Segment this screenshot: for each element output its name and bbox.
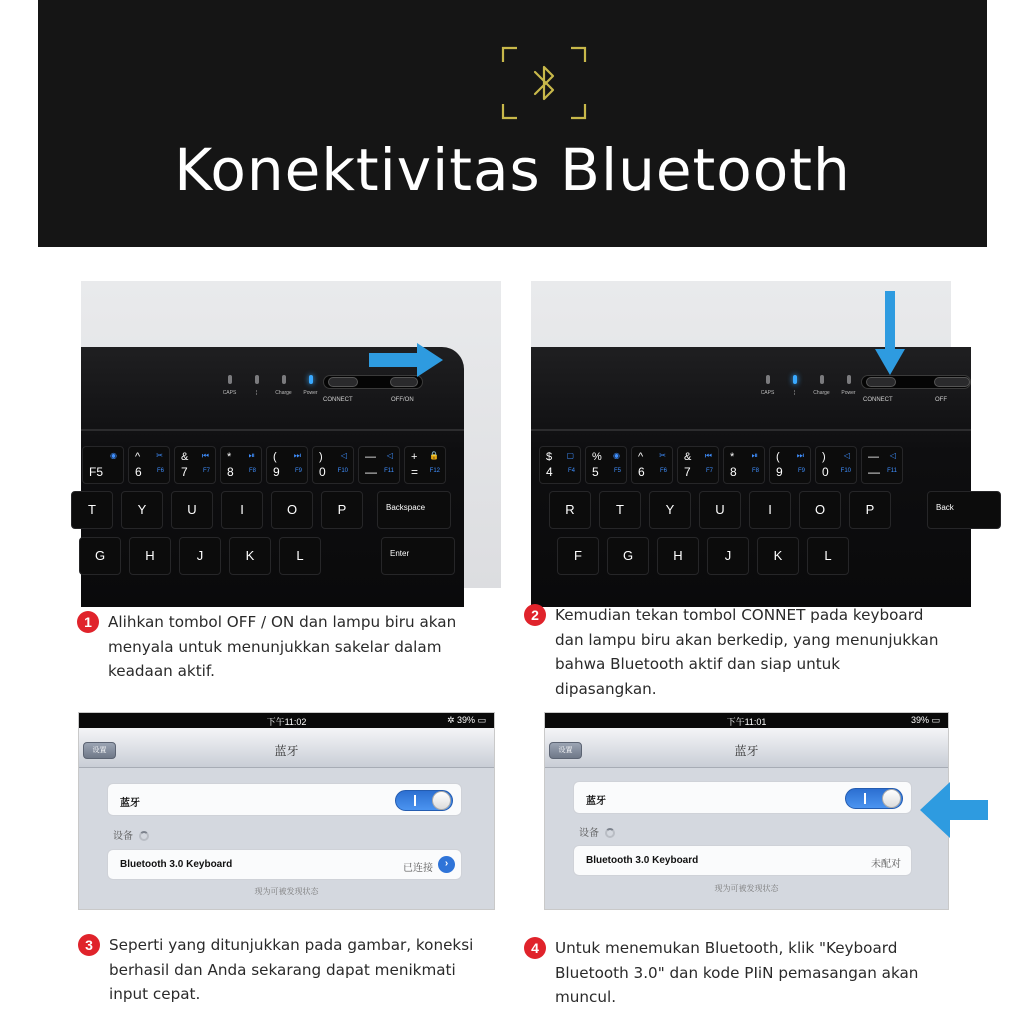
key-fn-1[interactable]: ^ 6 ✂ F6 [128, 446, 170, 484]
step-4 [524, 936, 964, 1010]
key-fn-6[interactable]: ) 0 ◁ F10 [815, 446, 857, 484]
led-power: Power [301, 375, 320, 396]
loading-spinner-icon [139, 831, 149, 841]
key-fn-7[interactable]: — — ◁ F11 [861, 446, 903, 484]
key-fn-4[interactable]: * 8 ⏯ F8 [723, 446, 765, 484]
key-y[interactable]: Y [649, 491, 691, 529]
arrow-left-icon [920, 782, 988, 838]
page-title: Konektivitas Bluetooth [174, 136, 851, 204]
key-i[interactable]: I [749, 491, 791, 529]
key-fn-5[interactable]: ( 9 ⏭ F9 [769, 446, 811, 484]
key-fn-4[interactable]: ( 9 ⏭ F9 [266, 446, 308, 484]
led-indicators [220, 375, 328, 396]
power-switch[interactable] [934, 377, 970, 387]
connect-label: CONNECT [863, 397, 893, 403]
step-text: Untuk menemukan Bluetooth, klik "Keyboard Bluetooth 3.0" dan kode PIiN pemasangan akan muncul. [555, 939, 919, 1006]
status-bar [545, 713, 948, 728]
key-k[interactable]: K [229, 537, 271, 575]
device-status: 已连接 [403, 863, 433, 874]
battery-indicator: ✲ 39% ▭ [446, 715, 486, 725]
backspace-key[interactable]: Backspace [377, 491, 451, 529]
key-fn-3[interactable]: * 8 ⏯ F8 [220, 446, 262, 484]
key-u[interactable]: U [699, 491, 741, 529]
enter-key[interactable]: Enter [381, 537, 455, 575]
key-j[interactable]: J [179, 537, 221, 575]
key-fn-2[interactable]: & 7 ⏮ F7 [174, 446, 216, 484]
bluetooth-toggle-row [107, 783, 462, 816]
bluetooth-toggle[interactable] [845, 788, 903, 809]
key-g[interactable]: G [79, 537, 121, 575]
power-label: OFF [935, 397, 947, 403]
bluetooth-label: 蓝牙 [120, 798, 140, 809]
key-p[interactable]: P [849, 491, 891, 529]
bluetooth-label: 蓝牙 [586, 796, 606, 807]
power-label: OFF/ON [391, 397, 414, 403]
nav-title: 蓝牙 [274, 744, 299, 758]
key-fn-7[interactable]: + = 🔒 F12 [404, 446, 446, 484]
devices-label: 设备 [579, 828, 599, 839]
power-switch[interactable] [390, 377, 418, 387]
key-fn-2[interactable]: ^ 6 ✂ F6 [631, 446, 673, 484]
keyboard-body [81, 347, 464, 607]
status-time: 下午11:01 [726, 717, 767, 727]
key-y[interactable]: Y [121, 491, 163, 529]
key-o[interactable]: O [271, 491, 313, 529]
hero-banner [38, 0, 987, 247]
status-time: 下午11:02 [266, 717, 307, 727]
status-bar [79, 713, 494, 728]
chevron-right-icon[interactable]: › [438, 856, 455, 873]
loading-spinner-icon [605, 828, 615, 838]
devices-header [113, 827, 149, 842]
key-u[interactable]: U [171, 491, 213, 529]
led-caps: CAPS [220, 375, 239, 396]
device-name: Bluetooth 3.0 Keyboard [586, 855, 699, 866]
switch-panel [861, 375, 971, 389]
bluetooth-settings-connected [78, 712, 495, 910]
key-l[interactable]: L [807, 537, 849, 575]
keyboard-body [531, 347, 971, 607]
key-r[interactable]: R [549, 491, 591, 529]
arrow-right-icon [369, 343, 443, 377]
switch-panel [323, 375, 423, 389]
key-i[interactable]: I [221, 491, 263, 529]
connect-label: CONNECT [323, 397, 353, 403]
arrow-down-icon [875, 291, 905, 375]
devices-header [579, 824, 615, 839]
key-fn-1[interactable]: % 5 ◉ F5 [585, 446, 627, 484]
backspace-key[interactable]: Back [927, 491, 1001, 529]
discoverable-note: 现为可被发现状态 [254, 887, 319, 896]
step-1 [77, 610, 497, 684]
key-fn-5[interactable]: ) 0 ◁ F10 [312, 446, 354, 484]
key-t[interactable]: T [71, 491, 113, 529]
key-p[interactable]: P [321, 491, 363, 529]
nav-bar [545, 728, 948, 768]
key-h[interactable]: H [657, 537, 699, 575]
key-fn-0[interactable]: $ 4 ▢ F4 [539, 446, 581, 484]
back-button[interactable]: 设置 [83, 742, 116, 759]
key-fn-3[interactable]: & 7 ⏮ F7 [677, 446, 719, 484]
keyboard-photo-power [81, 281, 501, 588]
step-number-badge: 2 [524, 604, 546, 626]
step-2 [524, 603, 944, 701]
step-number-badge: 1 [77, 611, 99, 633]
step-number-badge: 3 [78, 934, 100, 956]
discoverable-note: 现为可被发现状态 [714, 884, 779, 893]
back-button[interactable]: 设置 [549, 742, 582, 759]
connect-button[interactable] [866, 377, 896, 387]
step-number-badge: 4 [524, 937, 546, 959]
step-text: Seperti yang ditunjukkan pada gambar, koneksi berhasil dan Anda sekarang dapat menikmati input cepat. [109, 936, 474, 1003]
bluetooth-settings-unpaired [544, 712, 949, 910]
nav-bar [79, 728, 494, 768]
led-indicators [758, 375, 866, 396]
key-h[interactable]: H [129, 537, 171, 575]
connect-button[interactable] [328, 377, 358, 387]
battery-indicator: 39% ▭ [910, 715, 940, 725]
step-3 [78, 933, 498, 1007]
key-k[interactable]: K [757, 537, 799, 575]
led-bluetooth: ¦ [785, 375, 804, 396]
key-fn-6[interactable]: — — ◁ F11 [358, 446, 400, 484]
led-bluetooth: ¦ [247, 375, 266, 396]
bluetooth-icon [501, 46, 587, 120]
nav-title: 蓝牙 [734, 744, 759, 758]
device-row[interactable] [107, 849, 462, 880]
device-status: 未配对 [871, 859, 901, 870]
bluetooth-toggle-row [573, 781, 912, 814]
led-charge: Charge [274, 375, 293, 396]
keyboard-photo-connect [531, 281, 954, 588]
key-g[interactable]: G [607, 537, 649, 575]
led-charge: Charge [812, 375, 831, 396]
devices-label: 设备 [113, 831, 133, 842]
key-t[interactable]: T [599, 491, 641, 529]
led-power: Power [839, 375, 858, 396]
step-text: Alihkan tombol OFF / ON dan lampu biru akan menyala untuk menunjukkan sakelar dalam keadaan aktif. [108, 613, 457, 680]
led-caps: CAPS [758, 375, 777, 396]
key-j[interactable]: J [707, 537, 749, 575]
key-l[interactable]: L [279, 537, 321, 575]
key-fn-0[interactable]: F5 ◉ [82, 446, 124, 484]
key-o[interactable]: O [799, 491, 841, 529]
bluetooth-toggle[interactable] [395, 790, 453, 811]
device-name: Bluetooth 3.0 Keyboard [120, 859, 233, 870]
device-row[interactable] [573, 845, 912, 876]
step-text: Kemudian tekan tombol CONNET pada keyboard dan lampu biru akan berkedip, yang menunjukkan bahwa Bluetooth aktif dan siap untuk dipasangkan. [555, 606, 939, 698]
key-f[interactable]: F [557, 537, 599, 575]
